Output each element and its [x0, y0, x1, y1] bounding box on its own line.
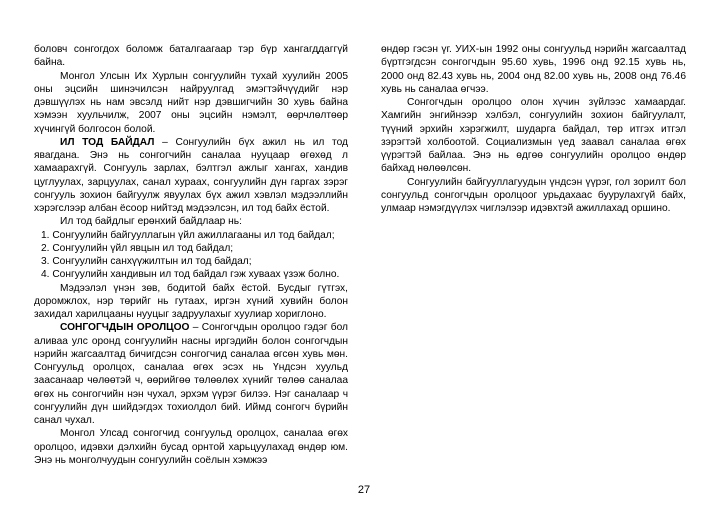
- section-heading: СОНГОГЧДЫН ОРОЛЦОО: [60, 322, 190, 334]
- paragraph: [34, 321, 348, 427]
- paragraph: Мэдээлэл үнэн зөв, бодитой байх ёстой. Бусдыг гүтгэх, доромжлох, нэр төрийг нь гутаах, иргэн хүний хувийн болон захидал харилцааны нууцыг задруулахыг хуулиар хориглоно.: [34, 282, 348, 320]
- list-item: 4. Сонгуулийн хандивын ил тод байдал гэж хуваах үзэж болно.: [41, 269, 340, 281]
- paragraph: Сонгогчдын оролцоо олон хүчин зүйлээс хамаардаг. Хамгийн энгийнээр хэлбэл, сонгуулийн зохион байгуулалт, түүний эрхийн хэрэгжилт, шударга байдал, төр итгэх итгэл зэрэгтэй холбоотой. Социализмын үед заавал саналаа өгөх үүрэгтэй байлаа. Энэ нь өдгөө сонгуулийн оролцоо өндөр байхад нөлөөлсөн.: [381, 97, 686, 175]
- paragraph: [34, 136, 348, 216]
- paragraph: Монгол Улсад сонгогчид сонгуульд оролцох, саналаа өгөх оролцоо, идэвхи дэлхийн бусад орнтой харьцуулахад өндөр юм. Энэ нь монголчуудын сонгуулийн соёлын хэмжээ: [34, 428, 348, 466]
- paragraph-text: – Сонгуулийн бүх ажил нь ил тод явагдана. Энэ нь сонгогчийн саналаа нууцаар өгөхөд л хамаарахгүй. Сонгууль зарлах, бэлтгэл ажлыг хангах, хандив цуглуулах, зарцуулах, санал хураах, сонгуулийн дүн гаргах зэрэг сонгууль зохион байгуулж явуулах бүх ажил хэвлэл мэдээллийн хэрэгслээр албан ёсоор нийтэд мэдээлсэн, ил тод байх ёстой.: [34, 136, 348, 214]
- section-heading: ИЛ ТОД БАЙДАЛ: [60, 136, 155, 148]
- paragraph: боловч сонгогдох боломж баталгаагаар тэр бүр хангагддаггүй байна.: [34, 44, 348, 69]
- list-item: 2. Сонгуулийн үйл явцын ил тод байдал;: [41, 242, 234, 254]
- left-column: [34, 43, 348, 467]
- paragraph-text: – Сонгогчдын оролцоо гэдэг бол аливаа улс оронд сонгуулийн насны иргэдийн болон сонгогчдын нэрийн жагсаалтад бичигдсэн сонгогчид саналаа өгсөн хувь мөн. Сонгуульд оролцох, саналаа өгөх эсэх нь Үндсэн хуульд заасанаар чөлөөтэй ч, өөрийгөө төлөөлөх хүнийг төлөө саналаа өгөх нь сонгогчийн нэн чухал, эрхэм үүрэг билээ. Нэг саналаар ч сонгуулийн дүн шийдэгдэх тохиолдол бий. Иймд сонгогч бүрийн санал чухал.: [34, 322, 348, 426]
- paragraph: Сонгуулийн байгууллагуудын үндсэн үүрэг, гол зорилт бол сонгуульд сонгогчдын оролцоог урьдахаас буурулахгүй байх, улмаар нэмэгдүүлэх чиглэлээр идэвхтэй ажиллахад оршино.: [381, 176, 686, 214]
- list-item: 1. Сонгуулийн байгууллагын үйл ажиллагааны ил тод байдал;: [41, 229, 335, 241]
- list-item: 3. Сонгуулийн санхүүжилтын ил тод байдал;: [41, 256, 252, 267]
- page-number: 27: [357, 484, 371, 496]
- right-column: [381, 43, 686, 215]
- paragraph: өндөр гэсэн үг. УИХ-ын 1992 оны сонгуульд нэрийн жагсаалтад бүртгэгдсэн сонгогчдын 95.60 хувь, 1996 онд 92.15 хувь нь, 2000 онд 82.43 хувь нь, 2004 онд 82.00 хувь нь, 2008 онд 76.46 хувь нь саналаа өгчээ.: [381, 44, 686, 95]
- paragraph: Ил тод байдлыг ерөнхий байдлаар нь:: [60, 216, 242, 228]
- paragraph: Монгол Улсын Их Хурлын сонгуулийн тухай хуулийн 2005 оны эцсийн шинэчилсэн найруулгад эмэгтэйчүүдийг нэр дэвшүүлэх нь нам эвсэлд нийт нэр дэвшигчийн 30 хувь байна хэмээн хуульчилж, 2007 оны эцсийн нэмэлт, өөрчлөлтөөр хүчингүй болгосон болой.: [34, 70, 348, 135]
